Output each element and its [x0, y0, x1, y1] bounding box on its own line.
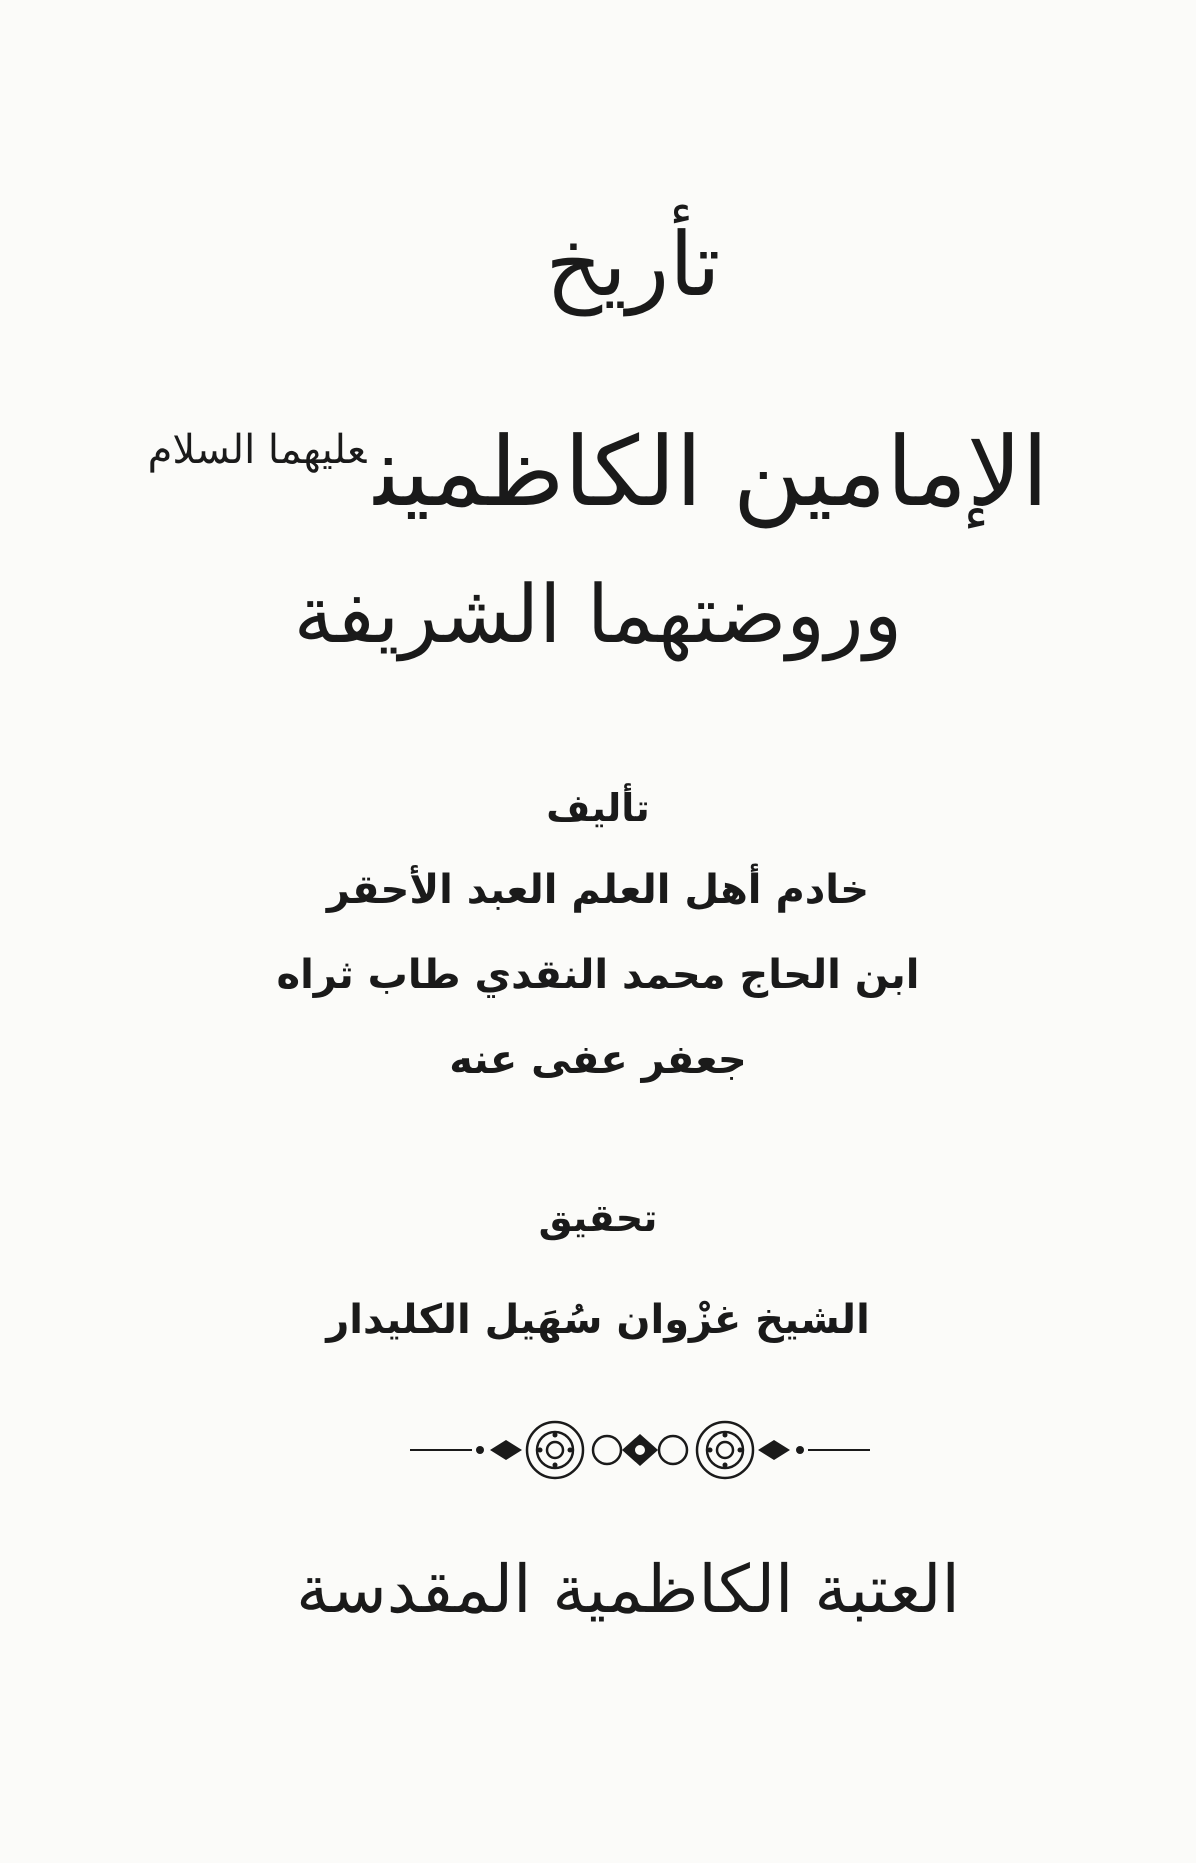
- arabesque-divider-icon: [410, 1410, 870, 1490]
- book-title-line-2: [0, 385, 1196, 537]
- book-title-line-1: تأريخ: [545, 213, 721, 316]
- verification-label: تحقيق: [538, 1196, 658, 1240]
- author-line-2: ابن الحاج محمد النقدي طاب ثراه: [276, 952, 920, 998]
- book-title-main-text: الإمامين الكاظمين: [374, 416, 1049, 528]
- author-line-3: جعفر عفى عنه: [449, 1037, 747, 1083]
- author-line-1: خادم أهل العلم العبد الأحقر: [326, 867, 870, 913]
- authorship-label: تأليف: [546, 786, 650, 830]
- editor-name: الشيخ غزْوان سُهَيل الكليدار: [326, 1297, 870, 1343]
- honorific-text: عليهما السلام: [147, 427, 367, 473]
- book-subtitle: وروضتهما الشريفة: [293, 568, 903, 661]
- publisher-name: العتبة الكاظمية المقدسة: [296, 1551, 960, 1628]
